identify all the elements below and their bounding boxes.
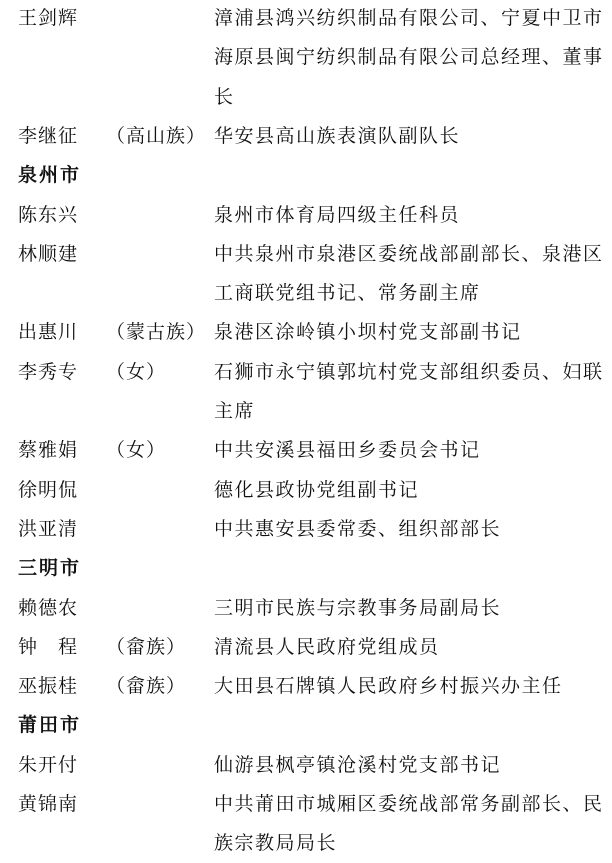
person-entry bbox=[0, 785, 612, 824]
person-position: 海原县闽宁纺织制品有限公司总经理、董事 bbox=[214, 46, 604, 69]
person-name: 蔡雅娟 bbox=[18, 439, 79, 462]
person-position: 华安县高山族表演队副队长 bbox=[214, 124, 461, 147]
person-position: 中共泉州市泉港区委统战部副部长、泉港区 bbox=[214, 242, 604, 265]
person-ethnicity: （蒙古族） bbox=[106, 321, 207, 344]
person-ethnicity: （高山族） bbox=[106, 124, 207, 147]
person-name: 陈东兴 bbox=[18, 203, 79, 226]
person-name: 王剑辉 bbox=[18, 7, 79, 29]
person-entry bbox=[0, 313, 612, 352]
person-ethnicity: （畲族） bbox=[106, 675, 187, 698]
person-name: 林顺建 bbox=[18, 242, 79, 265]
person-entry bbox=[0, 117, 612, 156]
person-entry-continuation bbox=[0, 392, 612, 431]
person-position: 长 bbox=[214, 85, 235, 108]
person-entry-continuation bbox=[0, 274, 612, 313]
person-name: 黄锦南 bbox=[18, 793, 79, 815]
person-position: 泉州市体育局四级主任科员 bbox=[214, 203, 461, 226]
person-entry bbox=[0, 0, 612, 38]
person-entry bbox=[0, 196, 612, 235]
person-position: 工商联党组书记、常务副主席 bbox=[214, 282, 481, 305]
person-name: 李秀专 bbox=[18, 360, 79, 383]
person-position: 中共莆田市城厢区委统战部常务副部长、民 bbox=[214, 793, 604, 815]
person-ethnicity: （畲族） bbox=[106, 635, 187, 658]
person-position: 三明市民族与宗教事务局副局长 bbox=[214, 596, 502, 619]
person-entry-continuation bbox=[0, 824, 612, 863]
person-position: 清流县人民政府党组成员 bbox=[214, 635, 440, 658]
person-entry bbox=[0, 589, 612, 628]
person-name: 赖德农 bbox=[18, 596, 79, 619]
person-entry bbox=[0, 353, 612, 392]
city-heading: 三明市 bbox=[18, 557, 82, 580]
person-position: 仙游县枫亭镇沧溪村党支部书记 bbox=[214, 753, 502, 776]
person-entry bbox=[0, 746, 612, 785]
person-position: 德化县政协党组副书记 bbox=[214, 478, 420, 501]
person-entry bbox=[0, 235, 612, 274]
person-entry-continuation bbox=[0, 78, 612, 117]
person-position: 大田县石牌镇人民政府乡村振兴办主任 bbox=[214, 675, 563, 698]
city-heading-row bbox=[0, 549, 612, 588]
person-position: 主席 bbox=[214, 400, 256, 422]
person-name: 朱开付 bbox=[18, 753, 79, 776]
person-entry bbox=[0, 471, 612, 510]
person-name: 李继征 bbox=[18, 124, 79, 147]
city-heading-row bbox=[0, 156, 612, 195]
person-name: 洪亚清 bbox=[18, 517, 79, 540]
person-name: 巫振桂 bbox=[18, 675, 79, 698]
person-name: 徐明侃 bbox=[18, 478, 79, 501]
city-heading: 莆田市 bbox=[18, 714, 82, 737]
person-position: 漳浦县鸿兴纺织制品有限公司、宁夏中卫市 bbox=[214, 7, 604, 29]
person-name: 出惠川 bbox=[18, 321, 79, 344]
person-ethnicity: （女） bbox=[106, 439, 167, 462]
person-position: 中共安溪县福田乡委员会书记 bbox=[214, 439, 481, 462]
person-entry bbox=[0, 510, 612, 549]
person-entry bbox=[0, 667, 612, 706]
person-position: 石狮市永宁镇郭坑村党支部组织委员、妇联 bbox=[214, 360, 604, 383]
person-name: 钟 程 bbox=[18, 635, 79, 658]
city-heading-row bbox=[0, 706, 612, 745]
person-position: 中共惠安县委常委、组织部部长 bbox=[214, 517, 502, 540]
person-position: 泉港区涂岭镇小坝村党支部副书记 bbox=[214, 321, 522, 344]
person-entry bbox=[0, 431, 612, 470]
person-position: 族宗教局局长 bbox=[214, 832, 338, 855]
person-entry bbox=[0, 628, 612, 667]
person-ethnicity: （女） bbox=[106, 360, 167, 383]
city-heading: 泉州市 bbox=[18, 164, 82, 187]
person-entry-continuation bbox=[0, 38, 612, 77]
